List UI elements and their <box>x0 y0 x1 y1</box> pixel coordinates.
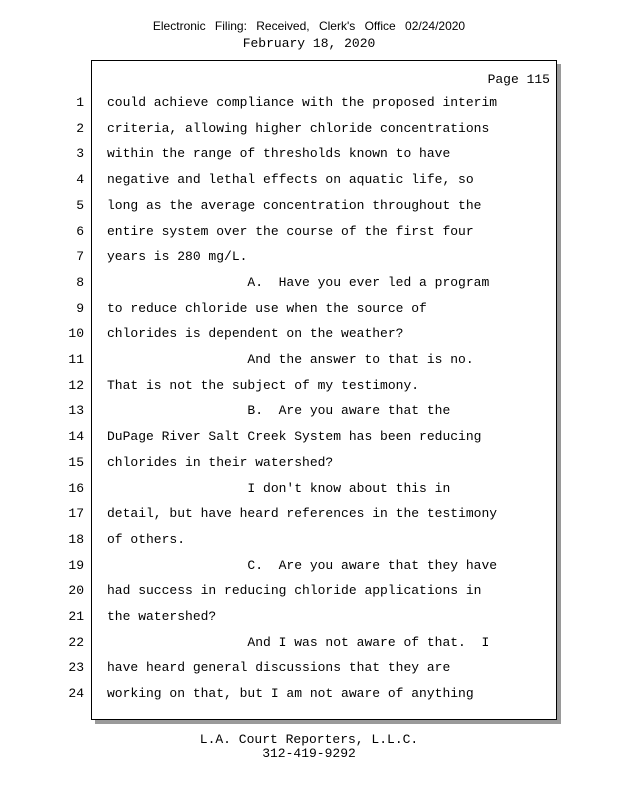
transcript-line: have heard general discussions that they are <box>107 660 451 675</box>
line-number: 8 <box>76 275 84 290</box>
line-number: 1 <box>76 95 84 110</box>
line-number: 10 <box>68 326 84 341</box>
transcript-line: of others. <box>107 532 186 547</box>
line-number: 5 <box>76 198 84 213</box>
transcript-line: within the range of thresholds known to have <box>107 146 451 161</box>
line-number: 4 <box>76 172 84 187</box>
transcript-line: B. Are you aware that the <box>107 403 451 418</box>
line-number: 6 <box>76 224 84 239</box>
transcript-line: detail, but have heard references in the testimony <box>107 506 498 521</box>
hearing-date: February 18, 2020 <box>242 36 376 51</box>
line-number: 23 <box>68 660 84 675</box>
transcript-line: could achieve compliance with the proposed interim <box>107 95 498 110</box>
reporter-company: L.A. Court Reporters, L.L.C. <box>199 732 419 747</box>
line-number: 12 <box>68 378 84 393</box>
line-number: 24 <box>68 686 84 701</box>
transcript-line: A. Have you ever led a program <box>107 275 490 290</box>
line-number: 9 <box>76 301 84 316</box>
transcript-line: negative and lethal effects on aquatic life, so <box>107 172 474 187</box>
transcript-line: I don't know about this in <box>107 481 451 496</box>
transcript-line: the watershed? <box>107 609 217 624</box>
transcript-line: long as the average concentration throughout the <box>107 198 482 213</box>
reporter-phone: 312-419-9292 <box>262 746 356 761</box>
transcript-line: chlorides in their watershed? <box>107 455 334 470</box>
transcript-line: chlorides is dependent on the weather? <box>107 326 404 341</box>
transcript-line: C. Are you aware that they have <box>107 558 498 573</box>
transcript-line: That is not the subject of my testimony. <box>107 378 420 393</box>
transcript-line: DuPage River Salt Creek System has been reducing <box>107 429 482 444</box>
page-number: Page 115 <box>487 72 550 87</box>
transcript-line: years is 280 mg/L. <box>107 249 248 264</box>
line-number: 16 <box>68 481 84 496</box>
line-number: 15 <box>68 455 84 470</box>
transcript-line: criteria, allowing higher chloride concentrations <box>107 121 490 136</box>
line-number: 21 <box>68 609 84 624</box>
transcript-line: working on that, but I am not aware of anything <box>107 686 474 701</box>
line-number: 17 <box>68 506 84 521</box>
transcript-line: to reduce chloride use when the source of <box>107 301 427 316</box>
line-number: 11 <box>68 352 84 367</box>
transcript-line: And the answer to that is no. <box>107 352 474 367</box>
electronic-filing-stamp: Electronic Filing: Received, Clerk's Office 02/24/2020 <box>152 19 466 33</box>
line-number: 19 <box>68 558 84 573</box>
line-number: 2 <box>76 121 84 136</box>
transcript-line: entire system over the course of the first four <box>107 224 474 239</box>
line-number: 3 <box>76 146 84 161</box>
transcript-line: And I was not aware of that. I <box>107 635 490 650</box>
line-number: 14 <box>68 429 84 444</box>
transcript-line: had success in reducing chloride applications in <box>107 583 482 598</box>
line-number: 18 <box>68 532 84 547</box>
line-number: 22 <box>68 635 84 650</box>
line-number: 20 <box>68 583 84 598</box>
line-number: 7 <box>76 249 84 264</box>
line-number: 13 <box>68 403 84 418</box>
